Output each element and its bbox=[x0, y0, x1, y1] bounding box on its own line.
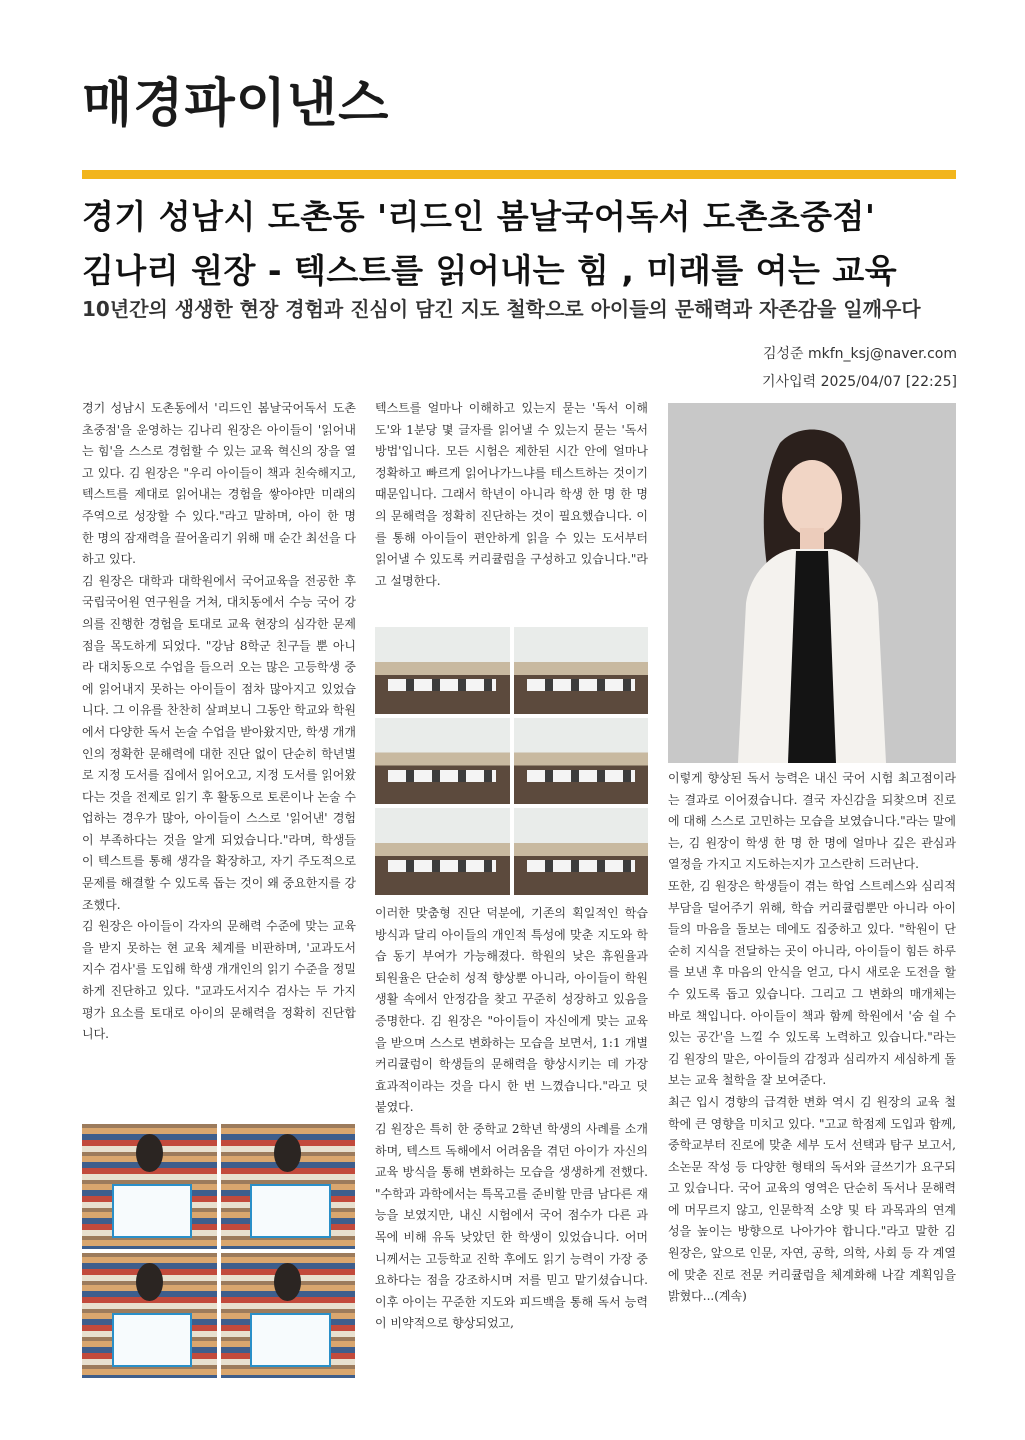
article-column-3 bbox=[668, 768, 956, 1308]
byline-date: 기사입력 2025/04/07 [22:25] bbox=[762, 374, 957, 390]
classroom-photo-collage bbox=[375, 627, 648, 895]
article-subhead: 10년간의 생생한 현장 경험과 진심이 담긴 지도 철학으로 아이들의 문해력과 자존감을 일깨우다 bbox=[82, 297, 921, 321]
headline-line-2: 김나리 원장 - 텍스트를 읽어내는 힘 , 미래를 여는 교육 bbox=[82, 251, 898, 290]
paragraph: 김 원장은 특히 한 중학교 2학년 학생의 사례를 소개하며, 텍스트 독해에서 어려움을 겪던 아이가 자신의 교육 방식을 통해 변화하는 모습을 생생하게 전했다. "수학과 과학에서는 특목고를 준비할 만큼 남다른 재능을 보였지만, 내신 시험에서 국어 점수가 다른 과목에 비해 유독 낮았던 한 학생이 있었습니다. 어머니께서는 고등학교 진학 후에도 읽기 능력이 가장 중요하다는 점을 강조하시며 저를 믿고 맡기셨습니다. 이후 아이는 꾸준한 지도와 피드백을 통해 독서 능력이 비약적으로 향상되었고, bbox=[375, 1121, 648, 1331]
classroom-photo bbox=[514, 718, 649, 805]
paragraph: 김 원장은 아이들이 각자의 문해력 수준에 맞는 교육을 받지 못하는 현 교육 체계를 비판하며, '교과도서지수 검사'를 도입해 학생 개개인의 읽기 수준을 정밀하게 진단하고 있다. "교과도서지수 검사는 두 가지 평가 요소를 토대로 아이의 문해력을 정확히 진단합니다. bbox=[82, 919, 356, 1042]
publication-masthead: 매경파이낸스 bbox=[82, 74, 390, 134]
byline-author: 김성준 mkfn_ksj@naver.com bbox=[762, 346, 957, 362]
classroom-photo bbox=[375, 627, 510, 714]
portrait-illustration bbox=[668, 403, 956, 763]
byline bbox=[762, 340, 957, 396]
student-certificate-photo bbox=[82, 1124, 217, 1249]
paragraph: 이러한 맞춤형 진단 덕분에, 기존의 획일적인 학습 방식과 달리 아이들의 개인적 특성에 맞춘 지도와 학습 동기 부여가 가능해졌다. 학원의 낮은 휴원율과 퇴원율은 단순히 성적 향상뿐 아니라, 아이들이 학원 생활 속에서 안정감을 찾고 꾸준히 성장하고 있음을 증명한다. 김 원장은 "아이들이 자신에게 맞는 교육을 받으며 스스로 변화하는 모습을 보면서, 1:1 개별 커리큘럼이 학생들의 문해력을 향상시키는 데 가장 효과적이라는 것을 다시 한 번 느꼈습니다."라고 덧붙였다. bbox=[375, 906, 648, 1115]
masthead-accent-rule bbox=[82, 170, 956, 179]
classroom-photo bbox=[514, 808, 649, 895]
paragraph: 최근 입시 경향의 급격한 변화 역시 김 원장의 교육 철학에 큰 영향을 미치고 있다. "고교 학점제 도입과 함께, 중학교부터 진로에 맞춘 세부 도서 선택과 탐구 보고서, 소논문 작성 등 다양한 형태의 독서와 글쓰기가 요구되고 있습니다. 국어 교육의 영역은 단순히 독서나 문해력에 머무르지 않고, 인문학적 소양 및 타 과목과의 연계성을 높이는 방향으로 나아가야 합니다."라고 말한 김 원장은, 앞으로 인문, 자연, 공학, 의학, 사회 등 각 계열에 맞춘 진로 전문 커리큘럼을 체계화해 나갈 계획임을 밝혔다...(계속) bbox=[668, 1094, 956, 1304]
paragraph: 경기 성남시 도촌동에서 '리드인 봄날국어독서 도촌초중점'을 운영하는 김나리 원장은 아이들이 '읽어내는 힘'을 스스로 경험할 수 있는 교육 혁신의 장을 열고 있다. 김 원장은 "우리 아이들이 책과 친숙해지고, 텍스트를 제대로 읽어내는 경험을 쌓아야만 미래의 주역으로 성장할 수 있다."라고 말하며, 아이 한 명 한 명의 잠재력을 끌어올리기 위해 매 순간 최선을 다하고 있다. bbox=[82, 401, 356, 567]
student-certificate-photo bbox=[221, 1124, 356, 1249]
article-column-1 bbox=[82, 398, 356, 1046]
paragraph: 또한, 김 원장은 학생들이 겪는 학업 스트레스와 심리적 부담을 덜어주기 위해, 학습 커리큘럼뿐만 아니라 아이들의 마음을 돌보는 데에도 집중하고 있다. "학원이 단순히 지식을 전달하는 곳이 아니라, 아이들이 힘든 하루를 보낸 후 마음의 안식을 얻고, 다시 새로운 도전을 할 수 있도록 돕고 있습니다. 그리고 그 변화의 매개체는 바로 책입니다. 아이들이 책과 함께 학원에서 '숨 쉴 수 있는 공간'을 느낄 수 있도록 노력하고 있습니다."라는 김 원장의 말은, 아이들의 감정과 심리까지 세심하게 돌보는 교육 철학을 잘 보여준다. bbox=[668, 878, 956, 1088]
paragraph: 김 원장은 대학과 대학원에서 국어교육을 전공한 후 국립국어원 연구원을 거쳐, 대치동에서 수능 국어 강의를 진행한 경험을 토대로 교육 현장의 심각한 문제점을 목도하게 되었다. "강남 8학군 친구들 뿐 아니라 대치동으로 수업을 들으러 오는 많은 고등학생 중에 읽어내지 못하는 아이들이 점차 많아지고 있었습니다. 그 이유를 찬찬히 살펴보니 그동안 학교와 학원에서 다양한 독서 논술 수업을 받아왔지만, 학생 개개인의 정확한 문해력에 대한 진단 없이 단순히 학년별로 지정 도서를 집에서 읽어오고, 지정 도서를 읽어왔다는 것을 전제로 읽기 후 활동으로 토론이나 논술 수업하는 경우가 많아, 아이들이 스스로 '읽어낸' 경험이 부족하다는 것을 알게 되었습니다."라며, 학생들이 텍스트를 통해 생각을 확장하고, 자기 주도적으로 문제를 해결할 수 있도록 돕는 것이 왜 중요한지를 강조했다. bbox=[82, 573, 356, 912]
classroom-photo bbox=[514, 627, 649, 714]
paragraph: 텍스트를 얼마나 이해하고 있는지 묻는 '독서 이해도'와 1분당 몇 글자를 읽어낼 수 있는지 묻는 '독서 방법'입니다. 모든 시험은 제한된 시간 안에 얼마나 정확하고 빠르게 읽어나가느냐를 테스트하는 것이기 때문입니다. 그래서 학년이 아니라 학생 한 명 한 명의 문해력을 정확히 진단하는 것이 필요했습니다. 이를 통해 아이들이 편안하게 읽을 수 있는 도서부터 읽어낼 수 있도록 커리큘럼을 구성하고 있습니다."라고 설명한다. bbox=[375, 401, 648, 588]
student-certificate-photo bbox=[221, 1253, 356, 1378]
article-column-2-bottom bbox=[375, 903, 648, 1335]
paragraph: 이렇게 향상된 독서 능력은 내신 국어 시험 최고점이라는 결과로 이어졌습니다. 결국 자신감을 되찾으며 진로에 대해 스스로 고민하는 모습을 보였습니다."라는 말에는, 김 원장이 학생 한 명 한 명에 얼마나 깊은 관심과 열정을 가지고 지도하는지가 고스란히 드러난다. bbox=[668, 771, 956, 872]
article-column-2-top bbox=[375, 398, 648, 592]
classroom-photo bbox=[375, 718, 510, 805]
classroom-photo bbox=[375, 808, 510, 895]
director-portrait-photo bbox=[668, 403, 956, 763]
headline-line-1: 경기 성남시 도촌동 '리드인 봄날국어독서 도촌초중점' bbox=[82, 197, 876, 236]
student-certificate-photo-collage bbox=[82, 1124, 355, 1378]
student-certificate-photo bbox=[82, 1253, 217, 1378]
article-headline bbox=[82, 190, 956, 298]
